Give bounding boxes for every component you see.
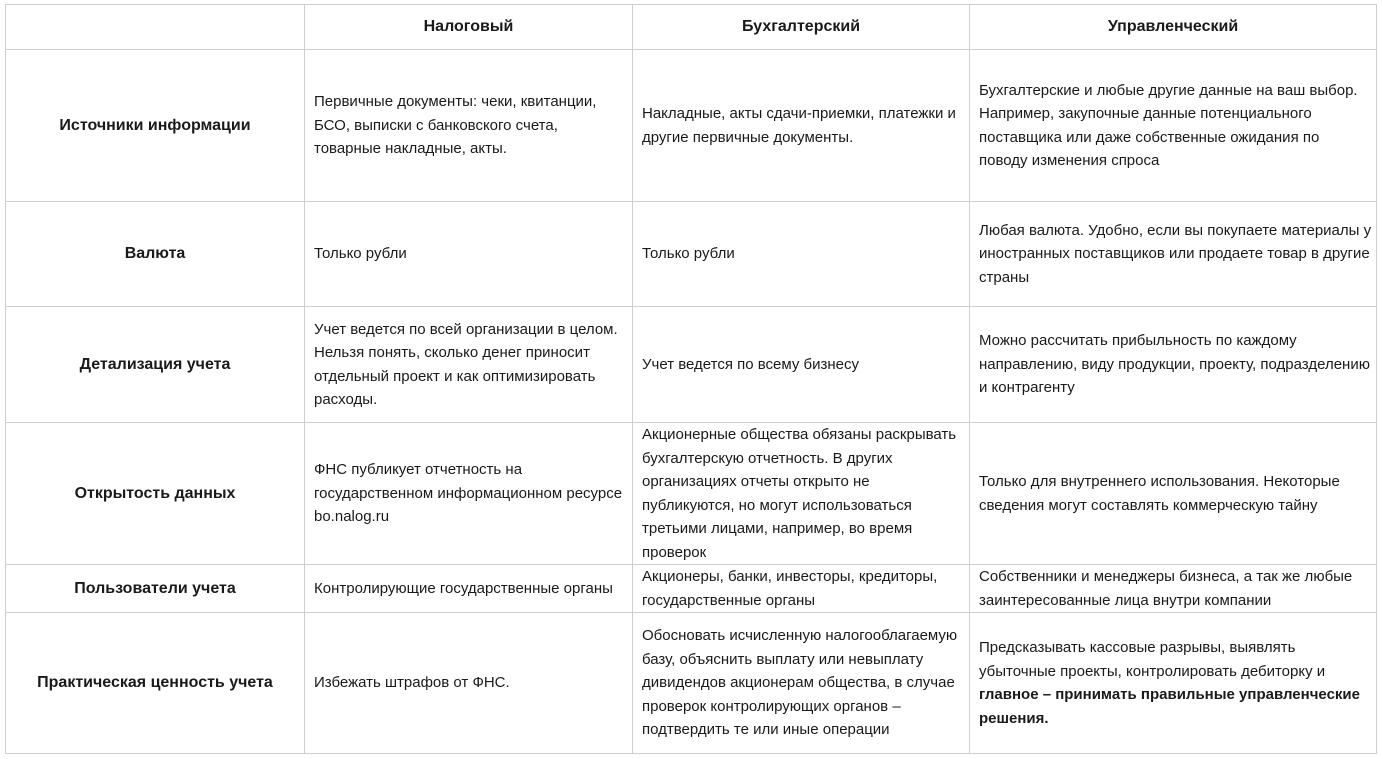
header-tax: Налоговый [305,5,633,50]
accounting-cell: Накладные, акты сдачи-приемки, платежки и другие первичные документы. [633,50,970,202]
header-row [6,5,1377,50]
row-label: Валюта [6,202,305,307]
table-row [6,613,1377,754]
tax-cell: Контролирующие государственные органы [305,565,633,613]
tax-cell: Избежать штрафов от ФНС. [305,613,633,754]
accounting-cell: Учет ведется по всему бизнесу [633,307,970,423]
header-corner-cell [6,5,305,50]
row-label: Детализация учета [6,307,305,423]
accounting-cell: Обосновать исчисленную налогооблагаемую базу, объяснить выплату или невыплату дивидендов акционерам общества, в случае проверок контролирующих органов – подтвердить те или иные операции [633,613,970,754]
management-bold-text: главное – принимать правильные управленческие решения. [979,686,1360,727]
tax-cell: Первичные документы: чеки, квитанции, БСО, выписки с банковского счета, товарные накладные, акты. [305,50,633,202]
management-cell: Только для внутреннего использования. Некоторые сведения могут составлять коммерческую тайну [970,423,1377,565]
management-text: Предсказывать кассовые разрывы, выявлять убыточные проекты, контролировать дебиторку и [979,639,1326,680]
accounting-comparison-table [5,4,1377,754]
header-accounting: Бухгалтерский [633,5,970,50]
header-management: Управленческий [970,5,1377,50]
table-row [6,565,1377,613]
tax-cell: ФНС публикует отчетность на государственном информационном ресурсе bo.nalog.ru [305,423,633,565]
row-label: Открытость данных [6,423,305,565]
management-cell [970,613,1377,754]
row-label: Источники информации [6,50,305,202]
accounting-cell: Акционеры, банки, инвесторы, кредиторы, государственные органы [633,565,970,613]
management-cell: Собственники и менеджеры бизнеса, а так же любые заинтересованные лица внутри компании [970,565,1377,613]
accounting-cell: Акционерные общества обязаны раскрывать бухгалтерскую отчетность. В других организациях отчеты открыто не публикуются, но могут использоваться третьими лицами, например, во время проверок [633,423,970,565]
tax-cell: Учет ведется по всей организации в целом. Нельзя понять, сколько денег приносит отдельный проект и как оптимизировать расходы. [305,307,633,423]
table-row [6,50,1377,202]
tax-cell: Только рубли [305,202,633,307]
accounting-cell: Только рубли [633,202,970,307]
table-row [6,423,1377,565]
management-cell: Можно рассчитать прибыльность по каждому направлению, виду продукции, проекту, подразделению и контрагенту [970,307,1377,423]
management-cell: Любая валюта. Удобно, если вы покупаете материалы у иностранных поставщиков или продаете товар в другие страны [970,202,1377,307]
row-label: Практическая ценность учета [6,613,305,754]
management-cell: Бухгалтерские и любые другие данные на ваш выбор. Например, закупочные данные потенциального поставщика или даже собственные ожидания по поводу изменения спроса [970,50,1377,202]
table-row [6,202,1377,307]
table-row [6,307,1377,423]
row-label: Пользователи учета [6,565,305,613]
